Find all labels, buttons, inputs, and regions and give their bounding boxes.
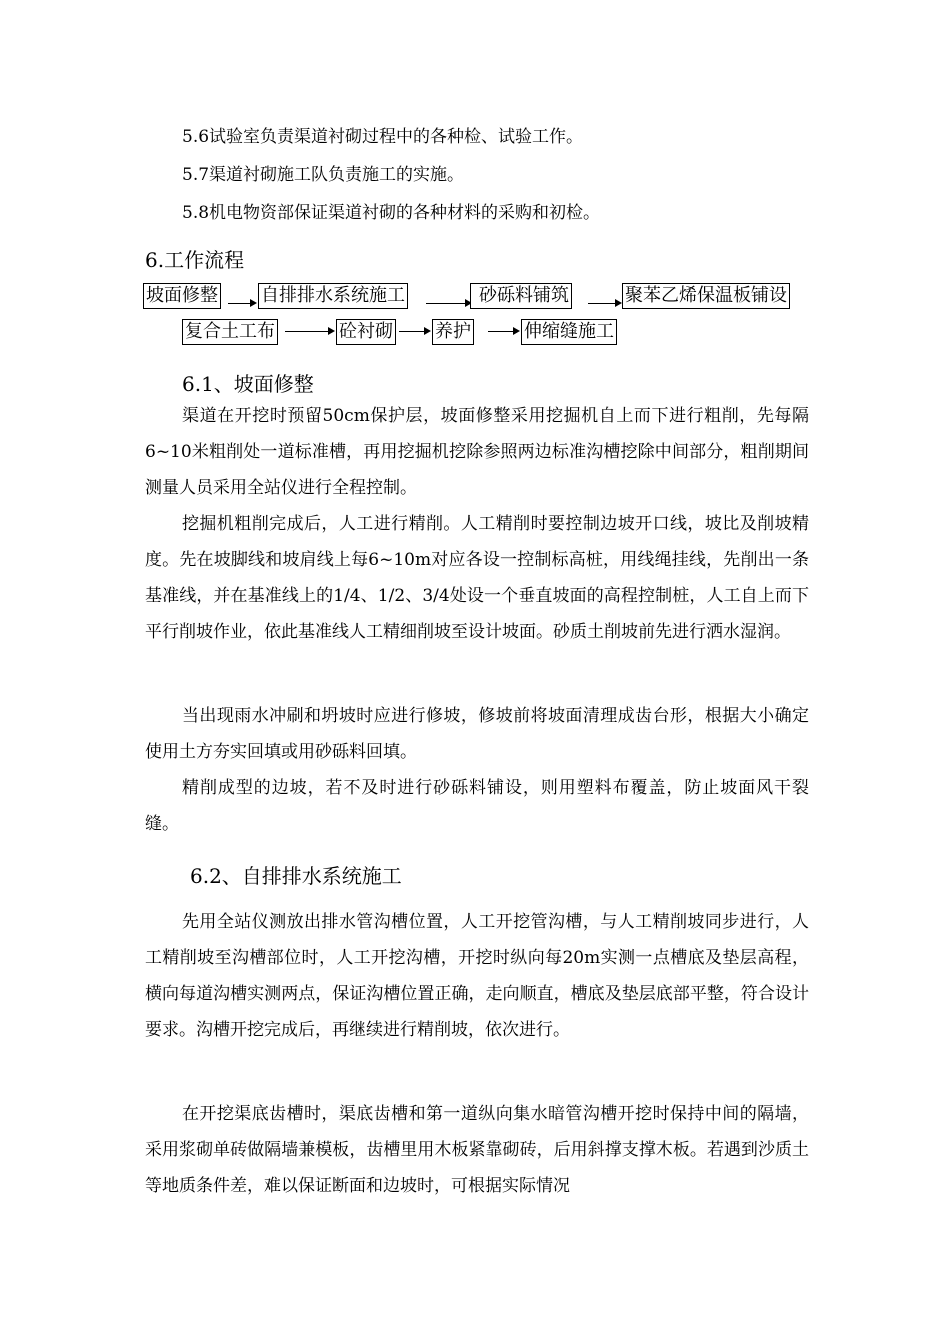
paragraph: 先用全站仪测放出排水管沟槽位置，人工开挖管沟槽，与人工精削坡同步进行，人工精削坡至沟槽部位时，人工开挖沟槽，开挖时纵向每20m实测一点槽底及垫层高程，横向每道沟槽实测两点，保证沟槽位置正确，走向顺直，槽底及垫层底部平整，符合设计要求。沟槽开挖完成后，再继续进行精削坡，依次进行。 <box>145 912 809 1040</box>
flow-arrow <box>488 331 518 332</box>
flow-arrow <box>588 303 620 304</box>
flow-step-geotextile: 复合土工布 <box>182 319 278 345</box>
responsibility-list <box>182 118 846 232</box>
section-heading-slope-trimming: 6.1、坡面修整 <box>182 372 314 396</box>
flow-arrow <box>228 303 255 304</box>
paragraph: 渠道在开挖时预留50cm保护层，坡面修整采用挖掘机自上而下进行粗削，先每隔6~10米粗削处一道标准槽，再用挖掘机挖除参照两边标准沟槽挖除中间部分，粗削期间测量人员采用全站仪进行全程控制。 <box>145 406 809 498</box>
list-item: 5.7渠道衬砌施工队负责施工的实施。 <box>182 165 465 185</box>
paragraph: 当出现雨水冲刷和坍坡时应进行修坡，修坡前将坡面清理成齿台形，根据大小确定使用土方夯实回填或用砂砾料回填。 <box>145 706 809 762</box>
flow-arrow <box>285 331 333 332</box>
flow-arrow <box>426 303 470 304</box>
flow-arrow <box>399 331 429 332</box>
flow-step-insulation-board: 聚苯乙烯保温板铺设 <box>622 283 790 309</box>
paragraph: 精削成型的边坡，若不及时进行砂砾料铺设，则用塑料布覆盖，防止坡面风干裂缝。 <box>145 778 809 834</box>
list-item: 5.6试验室负责渠道衬砌过程中的各种检、试验工作。 <box>182 127 584 147</box>
section-heading-workflow: 6.工作流程 <box>145 248 245 272</box>
section-heading-drainage-system: 6.2、自排排水系统施工 <box>190 864 402 888</box>
paragraph: 在开挖渠底齿槽时，渠底齿槽和第一道纵向集水暗管沟槽开挖时保持中间的隔墙，采用浆砌单砖做隔墙兼模板，齿槽里用木板紧靠砌砖，后用斜撑支撑木板。若遇到沙质土等地质条件差，难以保证断面和边坡时，可根据实际情况 <box>145 1104 809 1196</box>
flow-step-expansion-joint: 伸缩缝施工 <box>521 319 617 345</box>
paragraph: 挖掘机粗削完成后，人工进行精削。人工精削时要控制边坡开口线，坡比及削坡精度。先在坡脚线和坡肩线上每6~10m对应各设一控制标高桩，用线绳挂线，先削出一条基准线，并在基准线上的1/4、1/2、3/4处设一个垂直坡面的高程控制桩，人工自上而下平行削坡作业，依此基准线人工精细削坡至设计坡面。砂质土削坡前先进行洒水湿润。 <box>145 514 809 642</box>
flow-step-curing: 养护 <box>432 319 474 345</box>
flow-step-gravel-laying: 砂砾料铺筑 <box>470 283 572 309</box>
flow-step-concrete-lining: 砼衬砌 <box>336 319 396 345</box>
flow-step-slope-trimming: 坡面修整 <box>143 283 221 309</box>
list-item: 5.8机电物资部保证渠道衬砌的各种材料的采购和初检。 <box>182 203 601 223</box>
flow-step-drainage-system: 自排排水系统施工 <box>258 283 408 309</box>
